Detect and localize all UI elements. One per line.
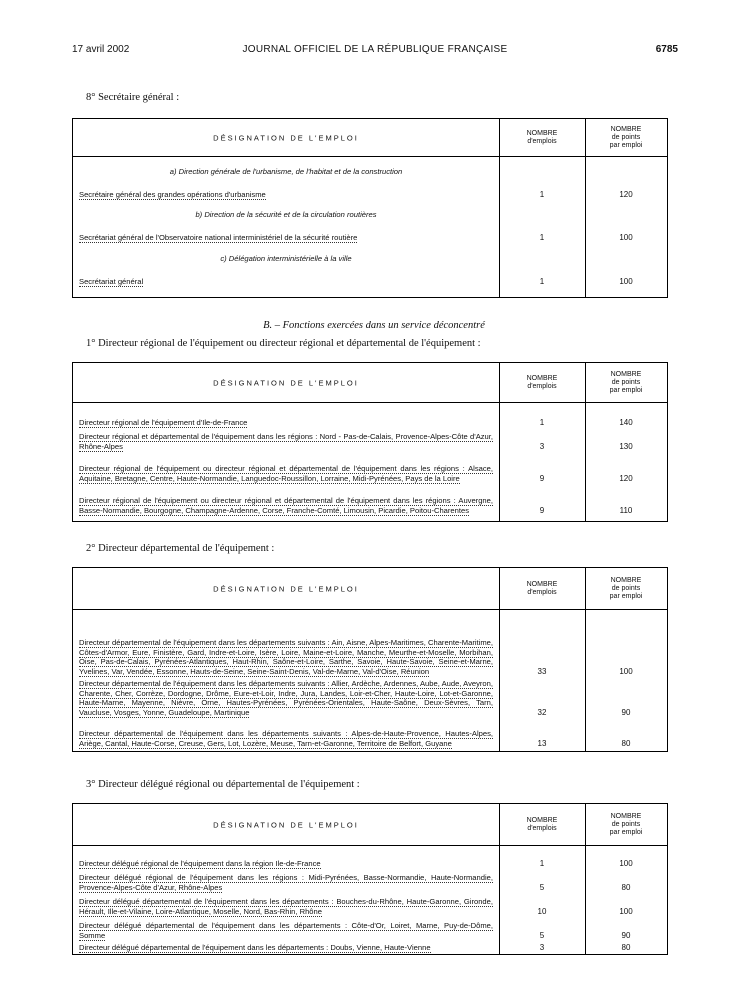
row-emplois: 1: [539, 233, 545, 242]
row-label: Secrétariat général de l'Observatoire national interministériel de la sécurité routière: [79, 232, 358, 242]
table-row: [73, 618, 667, 676]
table-body: [73, 846, 667, 953]
page-header: [72, 44, 678, 58]
section-b-heading: B. – Fonctions exercées dans un service déconcentré: [263, 320, 485, 331]
table-directeur-departemental: [72, 567, 668, 752]
row-label: Directeur départemental de l'équipement dans les départements suivants : Allier, Ardèche, Ardennes, Aube, Aude, Aveyron, Charente, Cher, Corrèze, Dordogne, Drôme, Eure-et-Loir, Indre, Jura, Landes, Loir-et-Cher, Haute-Loire, Lot-et-Garonne, Haute-Marne, Mayenne, Nièvre, Orne, Hautes-Pyrénées, Pyrénées-Orientales, Haute-Saône, Deux-Sèvres, Tarn, Vaucluse, Vosges, Yonne, Guadeloupe, Martinique: [79, 679, 493, 717]
section-2-heading: 2° Directeur départemental de l'équipement :: [86, 543, 275, 554]
table-header: [73, 363, 667, 403]
row-points: 80: [621, 943, 631, 952]
column-header-nombre: NOMBRE d'emplois: [526, 129, 558, 145]
table-row: [73, 940, 667, 952]
column-header-points: NOMBRE de points par emploi: [609, 370, 643, 394]
row-points: 100: [619, 277, 633, 286]
row-label: Directeur départemental de l'équipement dans les départements suivants : Ain, Aisne, Alpes-Maritimes, Charente-Maritime, Côtes-d'Armor, Eure, Finistère, Gard, Indre-et-Loire, Isère, Loire, Maine-et-Loire, Manche, Meurthe-et-Moselle, Morbihan, Oise, Pas-de-Calais, Pyrénées-Atlantiques, Haut-Rhin, Saône-et-Loire, Sarthe, Savoie, Haute-Savoie, Seine-et-Marne, Yvelines, Var, Vendée, Essonne, Hauts-de-Seine, Seine-Saint-Denis, Val-de-Marne, Val-d'Oise, Réunion: [79, 638, 493, 676]
section-3-heading: 3° Directeur délégué régional ou départemental de l'équipement :: [86, 779, 360, 790]
row-emplois: 3: [539, 442, 545, 451]
row-emplois: 1: [539, 277, 545, 286]
table-directeur-regional: [72, 362, 668, 522]
table-row: [73, 870, 667, 892]
row-emplois: 1: [539, 859, 545, 868]
row-designation: [79, 943, 493, 953]
group-title: [73, 166, 667, 176]
row-designation: [79, 859, 493, 869]
table-row: [73, 230, 667, 242]
table-body: [73, 403, 667, 520]
row-designation: [79, 418, 493, 428]
row-points: 90: [621, 931, 631, 940]
row-designation: [79, 432, 493, 451]
header-page-number: 6785: [655, 44, 678, 55]
table-row: [73, 187, 667, 199]
table-secretaire-general: [72, 118, 668, 298]
table-row: [73, 894, 667, 916]
row-emplois: 10: [537, 907, 547, 916]
column-header-nombre: NOMBRE d'emplois: [526, 816, 558, 832]
group-title: [73, 253, 667, 263]
table-row: [73, 485, 667, 515]
row-emplois: 5: [539, 883, 545, 892]
row-designation: [79, 921, 493, 940]
row-points: 110: [619, 506, 633, 515]
column-header-nombre: NOMBRE d'emplois: [526, 580, 558, 596]
row-designation: [79, 873, 493, 892]
row-points: 100: [619, 667, 633, 676]
section-8-heading: 8° Secrétaire général :: [86, 92, 180, 103]
row-emplois: 13: [537, 739, 547, 748]
row-label: Directeur régional de l'équipement d'Ile-de-France: [79, 417, 248, 427]
header-date: 17 avril 2002: [72, 44, 130, 55]
group-title: [73, 209, 667, 219]
table-header: [73, 568, 667, 610]
row-label: Secrétariat général: [79, 276, 144, 286]
row-label: Directeur délégué départemental de l'équipement dans les départements : Côte-d'Or, Loiret, Marne, Puy-de-Dôme, Somme: [79, 921, 493, 940]
row-designation: [79, 729, 493, 748]
row-points: 80: [621, 883, 631, 892]
row-emplois: 5: [539, 931, 545, 940]
row-label: Directeur délégué régional de l'équipement dans les régions : Midi-Pyrénées, Basse-Normandie, Haute-Normandie, Provence-Alpes-Côte d'Azur, Rhône-Alpes: [79, 873, 493, 892]
row-designation: [79, 496, 493, 515]
table-row: [73, 453, 667, 483]
row-points: 100: [619, 907, 633, 916]
column-header-points: NOMBRE de points par emploi: [609, 576, 643, 600]
row-emplois: 33: [537, 667, 547, 676]
row-label: Secrétaire général des grandes opérations d'urbanisme: [79, 189, 266, 199]
row-points: 130: [619, 442, 633, 451]
row-designation: [79, 277, 493, 287]
group-title-text: a) Direction générale de l'urbanisme, de l'habitat et de la construction: [169, 166, 403, 176]
row-points: 140: [619, 418, 633, 427]
row-designation: [79, 897, 493, 916]
section-1-heading: 1° Directeur régional de l'équipement ou directeur régional et départemental de l'équipement :: [86, 338, 481, 349]
row-points: 100: [619, 233, 633, 242]
row-emplois: 9: [539, 474, 545, 483]
row-label: Directeur régional et départemental de l'équipement dans les régions : Nord - Pas-de-Calais, Provence-Alpes-Côte d'Azur, Rhône-Alpes: [79, 432, 493, 451]
column-header-points: NOMBRE de points par emploi: [609, 812, 643, 836]
group-title-text: c) Délégation interministérielle à la ville: [220, 253, 352, 263]
table-body: [73, 610, 667, 750]
row-emplois: 1: [539, 418, 545, 427]
row-label: Directeur régional de l'équipement ou directeur régional et départemental de l'équipement dans les régions : Alsace, Aquitaine, Bretagne, Centre, Haute-Normandie, Languedoc-Roussillon, Lorraine, Midi-Pyrénées, Pays de la Loire: [79, 464, 493, 483]
table-row: [73, 918, 667, 940]
row-label: Directeur délégué régional de l'équipement dans la région Ile-de-France: [79, 858, 321, 868]
row-points: 100: [619, 859, 633, 868]
row-designation: [79, 190, 493, 200]
header-journal-title: JOURNAL OFFICIEL DE LA RÉPUBLIQUE FRANÇAISE: [242, 44, 508, 55]
row-emplois: 1: [539, 190, 545, 199]
row-label: Directeur délégué départemental de l'équipement dans les départements : Doubs, Vienne, Haute-Vienne: [79, 942, 431, 952]
row-points: 80: [621, 739, 631, 748]
table-row: [73, 274, 667, 286]
column-header-designation: DÉSIGNATION DE L'EMPLOI: [213, 133, 359, 142]
table-body: [73, 157, 667, 296]
table-row: [73, 719, 667, 748]
row-emplois: 32: [537, 708, 547, 717]
table-row: [73, 429, 667, 451]
row-designation: [79, 464, 493, 483]
column-header-designation: DÉSIGNATION DE L'EMPLOI: [213, 584, 359, 593]
table-directeur-delegue: [72, 803, 668, 955]
group-title-text: b) Direction de la sécurité et de la circulation routières: [195, 209, 377, 219]
table-row: [73, 678, 667, 717]
column-header-points: NOMBRE de points par emploi: [609, 125, 643, 149]
row-label: Directeur délégué départemental de l'équipement dans les départements : Bouches-du-Rhône, Haute-Garonne, Gironde, Hérault, Ille-et-Vilaine, Loire-Atlantique, Moselle, Nord, Bas-Rhin, Rhône: [79, 897, 493, 916]
row-designation: [79, 638, 493, 676]
table-row: [73, 415, 667, 427]
row-label: Directeur régional de l'équipement ou directeur régional et départemental de l'équipement dans les régions : Auvergne, Basse-Normandie, Bourgogne, Champagne-Ardenne, Corse, Franche-Comté, Limousin, Picardie, Poitou-Charentes: [79, 496, 493, 515]
row-points: 90: [621, 708, 631, 717]
column-header-nombre: NOMBRE d'emplois: [526, 374, 558, 390]
table-row: [73, 856, 667, 868]
row-points: 120: [619, 190, 633, 199]
row-emplois: 3: [539, 943, 545, 952]
row-label: Directeur départemental de l'équipement dans les départements suivants : Alpes-de-Haute-Provence, Hautes-Alpes, Ariège, Cantal, Haute-Corse, Creuse, Gers, Lot, Lozère, Meuse, Tarn-et-Garonne, Territoire de Belfort, Guyane: [79, 729, 493, 748]
column-header-designation: DÉSIGNATION DE L'EMPLOI: [213, 378, 359, 387]
row-points: 120: [619, 474, 633, 483]
table-header: [73, 804, 667, 846]
table-header: [73, 119, 667, 157]
column-header-designation: DÉSIGNATION DE L'EMPLOI: [213, 820, 359, 829]
row-designation: [79, 679, 493, 717]
row-emplois: 9: [539, 506, 545, 515]
row-designation: [79, 233, 493, 243]
